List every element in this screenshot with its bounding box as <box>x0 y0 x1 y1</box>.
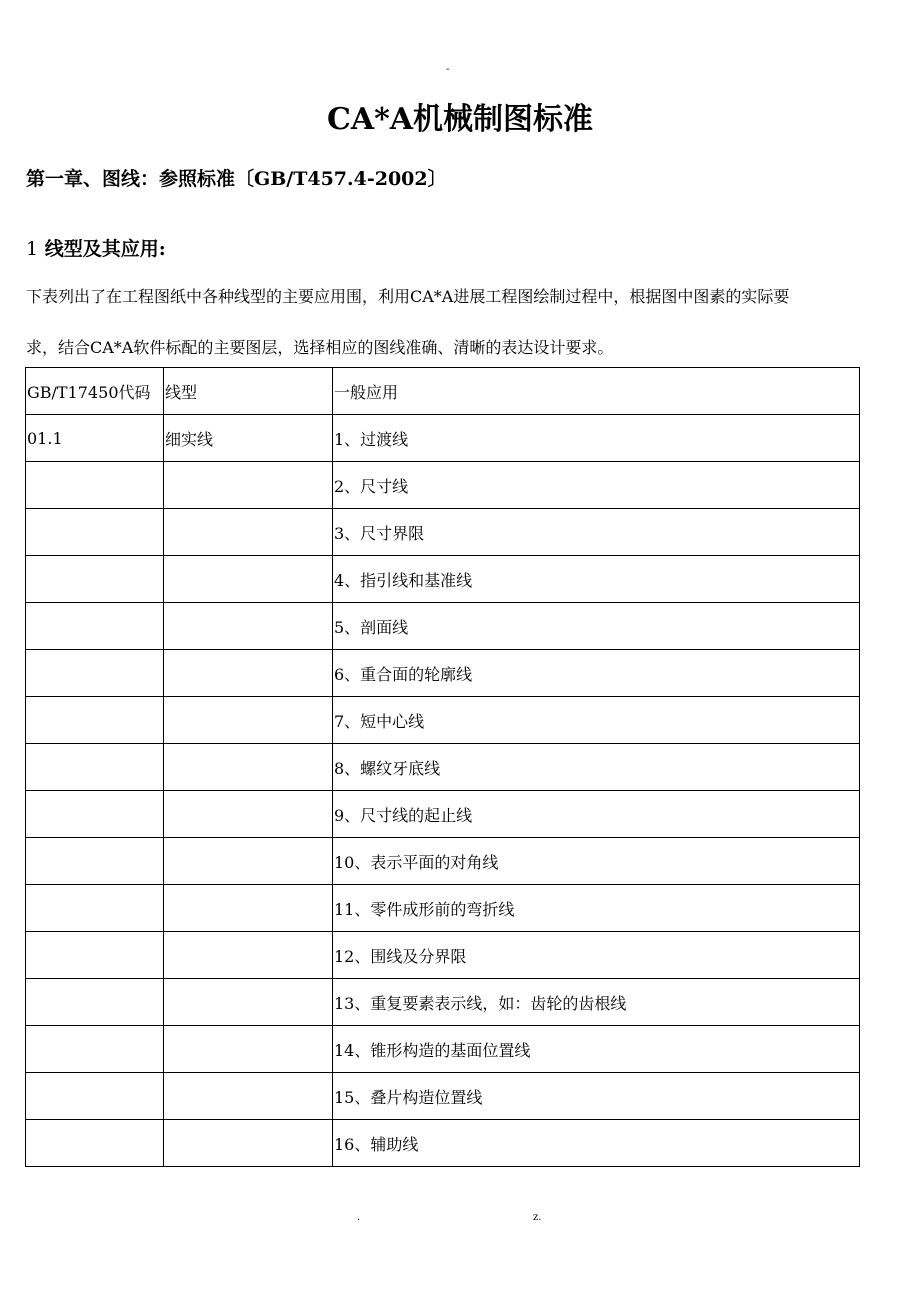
cell-line-type <box>164 650 333 697</box>
cell-general-use: 7、短中心线 <box>333 697 860 744</box>
cell-general-use: 10、表示平面的对角线 <box>333 838 860 885</box>
cell-line-type <box>164 744 333 791</box>
header-code: GB/T17450代码 <box>26 368 164 415</box>
section-heading <box>26 234 166 264</box>
cell-code <box>26 1120 164 1167</box>
cell-general-use: 16、辅助线 <box>333 1120 860 1167</box>
table-row <box>26 556 860 603</box>
cell-code <box>26 979 164 1026</box>
cell-line-type <box>164 1073 333 1120</box>
line-type-table <box>25 367 860 1167</box>
cell-general-use: 8、螺纹牙底线 <box>333 744 860 791</box>
cell-line-type <box>164 509 333 556</box>
cell-general-use: 11、零件成形前的弯折线 <box>333 885 860 932</box>
cell-code <box>26 603 164 650</box>
table-row <box>26 509 860 556</box>
table-row <box>26 791 860 838</box>
cell-line-type <box>164 838 333 885</box>
table-row <box>26 415 860 462</box>
table-header-row <box>26 368 860 415</box>
cell-line-type <box>164 979 333 1026</box>
table-row <box>26 1120 860 1167</box>
cell-general-use: 9、尺寸线的起止线 <box>333 791 860 838</box>
cell-code <box>26 885 164 932</box>
header-mark: - <box>446 64 450 75</box>
table-row <box>26 697 860 744</box>
cell-line-type <box>164 556 333 603</box>
section-number: 1 <box>26 238 39 260</box>
cell-line-type <box>164 603 333 650</box>
cell-general-use: 1、过渡线 <box>333 415 860 462</box>
table-row <box>26 1073 860 1120</box>
cell-code <box>26 744 164 791</box>
cell-code <box>26 697 164 744</box>
cell-code <box>26 932 164 979</box>
intro-line: 下表列出了在工程图纸中各种线型的主要应用围，利用CA*A进展工程图绘制过程中，根据图中图素的实际要 <box>26 287 790 306</box>
chapter-heading: 第一章、图线：参照标准〔GB/T457.4-2002〕 <box>26 168 447 190</box>
table-row <box>26 650 860 697</box>
cell-code <box>26 650 164 697</box>
table-row <box>26 932 860 979</box>
intro-line: 求，结合CA*A软件标配的主要图层，选择相应的图线准确、清晰的表达设计要求。 <box>26 338 614 357</box>
cell-general-use: 13、重复要素表示线，如：齿轮的齿根线 <box>333 979 860 1026</box>
table-row <box>26 838 860 885</box>
cell-general-use: 14、锥形构造的基面位置线 <box>333 1026 860 1073</box>
section-title: 线型及其应用: <box>44 238 166 260</box>
cell-general-use: 5、剖面线 <box>333 603 860 650</box>
table-row <box>26 744 860 791</box>
cell-line-type <box>164 1026 333 1073</box>
cell-code <box>26 556 164 603</box>
cell-line-type <box>164 932 333 979</box>
cell-code <box>26 791 164 838</box>
cell-line-type: 细实线 <box>164 415 333 462</box>
cell-code <box>26 1073 164 1120</box>
cell-line-type <box>164 791 333 838</box>
table-row <box>26 885 860 932</box>
cell-general-use: 2、尺寸线 <box>333 462 860 509</box>
cell-line-type <box>164 1120 333 1167</box>
table-row <box>26 462 860 509</box>
table-body <box>26 368 860 1167</box>
footer-mark-left: . <box>357 1212 361 1223</box>
cell-code <box>26 838 164 885</box>
header-line-type: 线型 <box>164 368 333 415</box>
cell-code <box>26 509 164 556</box>
cell-line-type <box>164 462 333 509</box>
cell-line-type <box>164 697 333 744</box>
cell-general-use: 15、叠片构造位置线 <box>333 1073 860 1120</box>
table-row <box>26 979 860 1026</box>
cell-general-use: 4、指引线和基准线 <box>333 556 860 603</box>
cell-code <box>26 462 164 509</box>
cell-line-type <box>164 885 333 932</box>
header-general-use: 一般应用 <box>333 368 860 415</box>
footer-mark-right: z. <box>533 1212 542 1223</box>
table-row <box>26 603 860 650</box>
cell-general-use: 3、尺寸界限 <box>333 509 860 556</box>
document-title: CA*A机械制图标准 <box>326 102 594 137</box>
cell-code: 01.1 <box>26 415 164 462</box>
cell-general-use: 12、围线及分界限 <box>333 932 860 979</box>
table-row <box>26 1026 860 1073</box>
cell-code <box>26 1026 164 1073</box>
cell-general-use: 6、重合面的轮廓线 <box>333 650 860 697</box>
